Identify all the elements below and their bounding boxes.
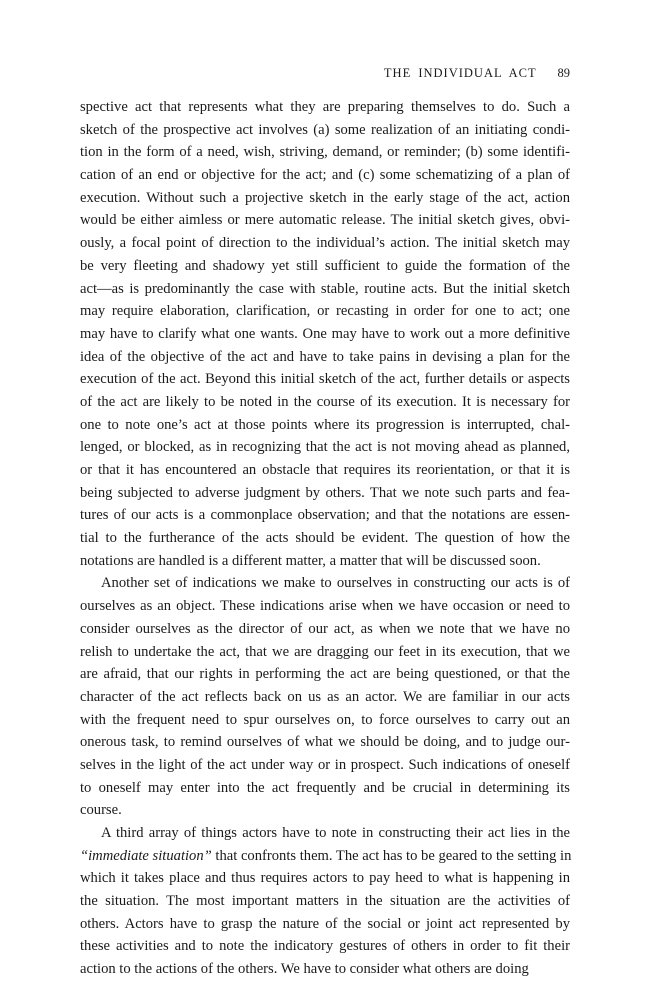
text-line: A third array of things actors have to note in constructing their act lies in the xyxy=(101,825,570,841)
text-line: of the act are likely to be noted in the course of its execution. It is necessary for xyxy=(80,393,570,410)
paragraph xyxy=(80,572,570,822)
text-line: with the frequent need to spur ourselves on, to force ourselves to carry out an xyxy=(80,711,570,728)
text-line: sketch of the prospective act involves (a) some realization of an initiating condi- xyxy=(80,121,570,138)
text-line: or that it has encountered an obstacle that requires its reorientation, or that it is xyxy=(80,462,570,478)
text-line: selves in the light of the act under way or in prospect. Such indications of oneself xyxy=(80,756,570,773)
running-head xyxy=(384,66,570,81)
text-line: one to note one’s act at those points where its progression is interrupted, chal- xyxy=(80,416,570,433)
page-number: 89 xyxy=(557,66,570,80)
text-line: lenged, or blocked, as in recognizing that the act is not moving ahead as planned, xyxy=(80,439,570,456)
text-line: act—as is predominantly the case with stable, routine acts. But the initial sketch xyxy=(80,280,570,297)
text-line: action to the actions of the others. We have to consider what others are doing xyxy=(80,961,529,978)
text-line: relish to undertake the act, that we are dragging our feet in its execution, that we xyxy=(80,643,570,660)
text-line: others. Actors have to grasp the nature of the social or joint act represented by xyxy=(80,915,570,932)
text-line: cation of an end or objective for the act; and (c) some schematizing of a plan of xyxy=(80,167,570,184)
text-line: be very fleeting and shadowy yet still sufficient to guide the formation of the xyxy=(80,257,570,274)
text-line: tial to the furtherance of the acts should be evident. The question of how the xyxy=(80,530,570,547)
text-line: execution. Without such a projective sketch in the early stage of the act, action xyxy=(80,189,570,206)
text-line: tures of our acts is a commonplace observation; and that the notations are essen- xyxy=(80,507,570,524)
text-line: would be either aimless or mere automatic release. The initial sketch gives, obvi- xyxy=(80,212,570,229)
text-line: consider ourselves as the director of our act, as when we note that we have no xyxy=(80,620,570,637)
text-line: these activities and to note the indicatory gestures of others in order to fit their xyxy=(80,938,570,955)
text-line: notations are handled is a different matter, a matter that will be discussed soon. xyxy=(80,552,541,569)
text-line: are afraid, that our rights in performing the act are being questioned, or that the xyxy=(80,666,570,683)
text-line: course. xyxy=(80,802,122,819)
text-line: idea of the objective of the act and have to take pains in devising a plan for the xyxy=(80,348,570,365)
text-line: character of the act reflects back on us as an actor. We are familiar in our acts xyxy=(80,688,570,705)
text-line: to oneself may enter into the act frequently and be crucial in determining its xyxy=(80,779,570,796)
text-line: being subjected to adverse judgment by others. That we note such parts and fea- xyxy=(80,484,570,501)
text-line: may require elaboration, clarification, or recasting in order for one to act; one xyxy=(80,303,570,320)
text-line: onerous task, to remind ourselves of what we should be doing, and to judge our- xyxy=(80,734,570,751)
text-line: Another set of indications we make to ourselves in constructing our acts is of xyxy=(101,575,570,592)
paragraph xyxy=(80,822,570,981)
text-line: spective act that represents what they are preparing themselves to do. Such a xyxy=(80,99,570,115)
emphasized-phrase: “immediate situation” xyxy=(80,847,212,864)
text-line: ously, a focal point of direction to the individual’s action. The initial sketch may xyxy=(80,235,570,252)
text-line: the situation. The most important matters in the situation are the activities of xyxy=(80,893,570,910)
text-line: execution of the act. Beyond this initial sketch of the act, further details or aspects xyxy=(80,371,570,388)
text-line: tion in the form of a need, wish, striving, demand, or reminder; (b) some identifi- xyxy=(80,144,570,161)
text-line: which it takes place and thus requires actors to pay heed to what is happening in xyxy=(80,870,570,887)
text-line: ourselves as an object. These indications arise when we have occasion or need to xyxy=(80,598,570,615)
text-line: may have to clarify what one wants. One may have to work out a more definitive xyxy=(80,325,570,342)
body-text xyxy=(80,96,570,981)
running-title: THE INDIVIDUAL ACT xyxy=(383,66,537,80)
text-line: “immediate situation” that confronts them. The act has to be geared to the setting in xyxy=(80,847,572,864)
paragraph xyxy=(80,96,570,572)
